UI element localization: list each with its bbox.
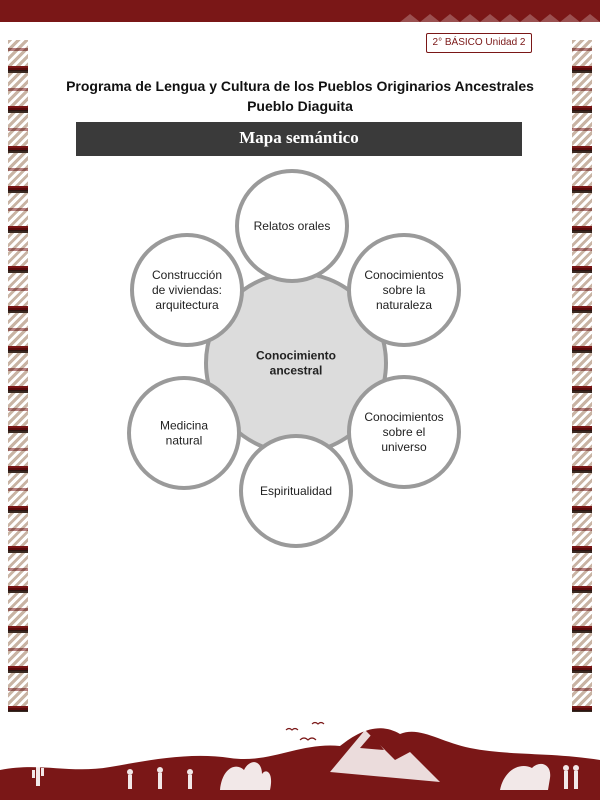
unit-badge: 2° BÁSICO Unidad 2 bbox=[426, 33, 532, 53]
node-label-naturaleza-line: sobre la bbox=[382, 283, 426, 297]
node-label-universo-line: Conocimientos bbox=[364, 410, 444, 424]
node-label-universo-line: sobre el bbox=[382, 425, 426, 439]
section-title: Mapa semántico bbox=[76, 122, 522, 156]
node-label-espiritualidad-line: Espiritualidad bbox=[259, 484, 333, 498]
node-label-naturaleza-line: Conocimientos bbox=[364, 268, 444, 282]
center-node-label-line: Conocimiento bbox=[256, 348, 336, 363]
node-label-universo-line: universo bbox=[381, 440, 427, 454]
node-label-construccion-line: arquitectura bbox=[155, 298, 219, 312]
node-label-medicina-line: natural bbox=[165, 433, 203, 448]
node-label-construccion-line: Construcción bbox=[151, 268, 223, 282]
node-label-construccion-line: de viviendas: bbox=[151, 283, 223, 297]
center-node-label-line: ancestral bbox=[269, 363, 323, 378]
node-label-relatos-line: Relatos orales bbox=[253, 219, 331, 233]
bottom-landscape-illustration bbox=[0, 712, 600, 800]
program-title: Programa de Lengua y Cultura de los Pueblos Originarios Ancestrales bbox=[66, 78, 534, 94]
node-label-naturaleza-line: naturaleza bbox=[375, 298, 433, 312]
node-label-medicina-line: Medicina bbox=[159, 418, 209, 433]
program-subtitle: Pueblo Diaguita bbox=[247, 98, 353, 114]
